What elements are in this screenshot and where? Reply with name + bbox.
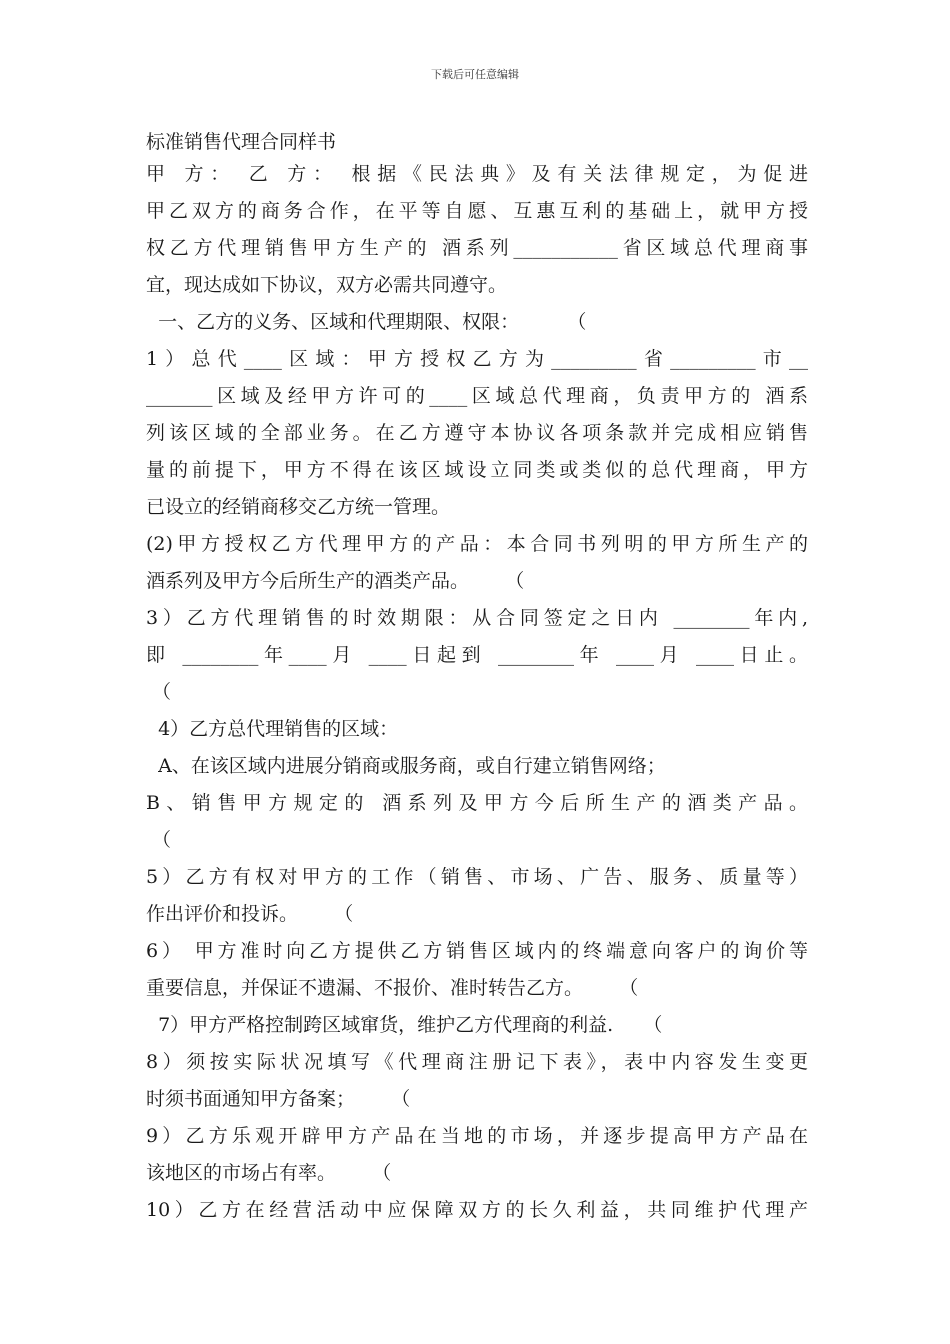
document-title: 标准销售代理合同样书 bbox=[146, 131, 337, 153]
contract-line: 1）总代____区域：甲方授权乙方为_________省_________市__ bbox=[146, 348, 808, 370]
contract-line: 甲乙双方的商务合作，在平等自愿、互惠互利的基础上，就甲方授 bbox=[146, 200, 808, 222]
contract-line: B、销售甲方规定的 酒系列及甲方今后所生产的酒类产品。 bbox=[146, 792, 808, 814]
contract-line: 该地区的市场占有率。 （ bbox=[146, 1162, 392, 1184]
contract-line: 10）乙方在经营活动中应保障双方的长久利益，共同维护代理产 bbox=[146, 1199, 808, 1221]
contract-line: 酒系列及甲方今后所生产的酒类产品。 （ bbox=[146, 570, 525, 592]
contract-line: 7）甲方严格控制跨区域窜货，维护乙方代理商的利益. （ bbox=[146, 1014, 663, 1036]
contract-line: 已设立的经销商移交乙方统一管理。 bbox=[146, 496, 451, 518]
contract-line: A、在该区域内进展分销商或服务商，或自行建立销售网络； bbox=[146, 755, 666, 777]
page-header: 下载后可任意编辑 bbox=[431, 68, 519, 81]
contract-line: 6） 甲方准时向乙方提供乙方销售区域内的终端意向客户的询价等 bbox=[146, 940, 808, 962]
contract-line: 5）乙方有权对甲方的工作（销售、市场、广告、服务、质量等） bbox=[146, 866, 808, 888]
contract-line: 4）乙方总代理销售的区域： bbox=[146, 718, 399, 740]
contract-line: 宜，现达成如下协议，双方必需共同遵守。 bbox=[146, 274, 508, 296]
contract-line: _______区域及经甲方许可的____区域总代理商，负责甲方的 酒系 bbox=[146, 385, 808, 407]
contract-line: 重要信息，并保证不遗漏、不报价、准时转告乙方。 （ bbox=[146, 977, 639, 999]
contract-line: 即 ________年____月 ____日起到 ________年 ____月 ____日止。 bbox=[146, 644, 808, 666]
contract-line: （ bbox=[146, 829, 172, 851]
contract-line: (2)甲方授权乙方代理甲方的产品：本合同书列明的甲方所生产的 bbox=[146, 533, 808, 555]
contract-body bbox=[146, 156, 808, 1229]
contract-line: 8）须按实际状况填写《代理商注册记下表》，表中内容发生变更 bbox=[146, 1051, 808, 1073]
contract-line: 列该区域的全部业务。在乙方遵守本协议各项条款并完成相应销售 bbox=[146, 422, 808, 444]
contract-line: 量的前提下，甲方不得在该区域设立同类或类似的总代理商，甲方 bbox=[146, 459, 808, 481]
contract-line: 9）乙方乐观开辟甲方产品在当地的市场，并逐步提高甲方产品在 bbox=[146, 1125, 808, 1147]
contract-line: 一、乙方的义务、区域和代理期限、权限： （ bbox=[146, 311, 587, 333]
contract-line: 3）乙方代理销售的时效期限：从合同签定之日内 ________年内, bbox=[146, 607, 808, 629]
contract-line: 作出评价和投诉。 （ bbox=[146, 903, 354, 925]
contract-line: 权乙方代理销售甲方生产的 酒系列___________省区域总代理商事 bbox=[146, 237, 808, 259]
contract-line: 甲 方： 乙 方： 根据《民法典》及有关法律规定，为促进 bbox=[146, 163, 808, 185]
contract-line: 时须书面通知甲方备案； （ bbox=[146, 1088, 411, 1110]
contract-line: （ bbox=[146, 681, 172, 703]
